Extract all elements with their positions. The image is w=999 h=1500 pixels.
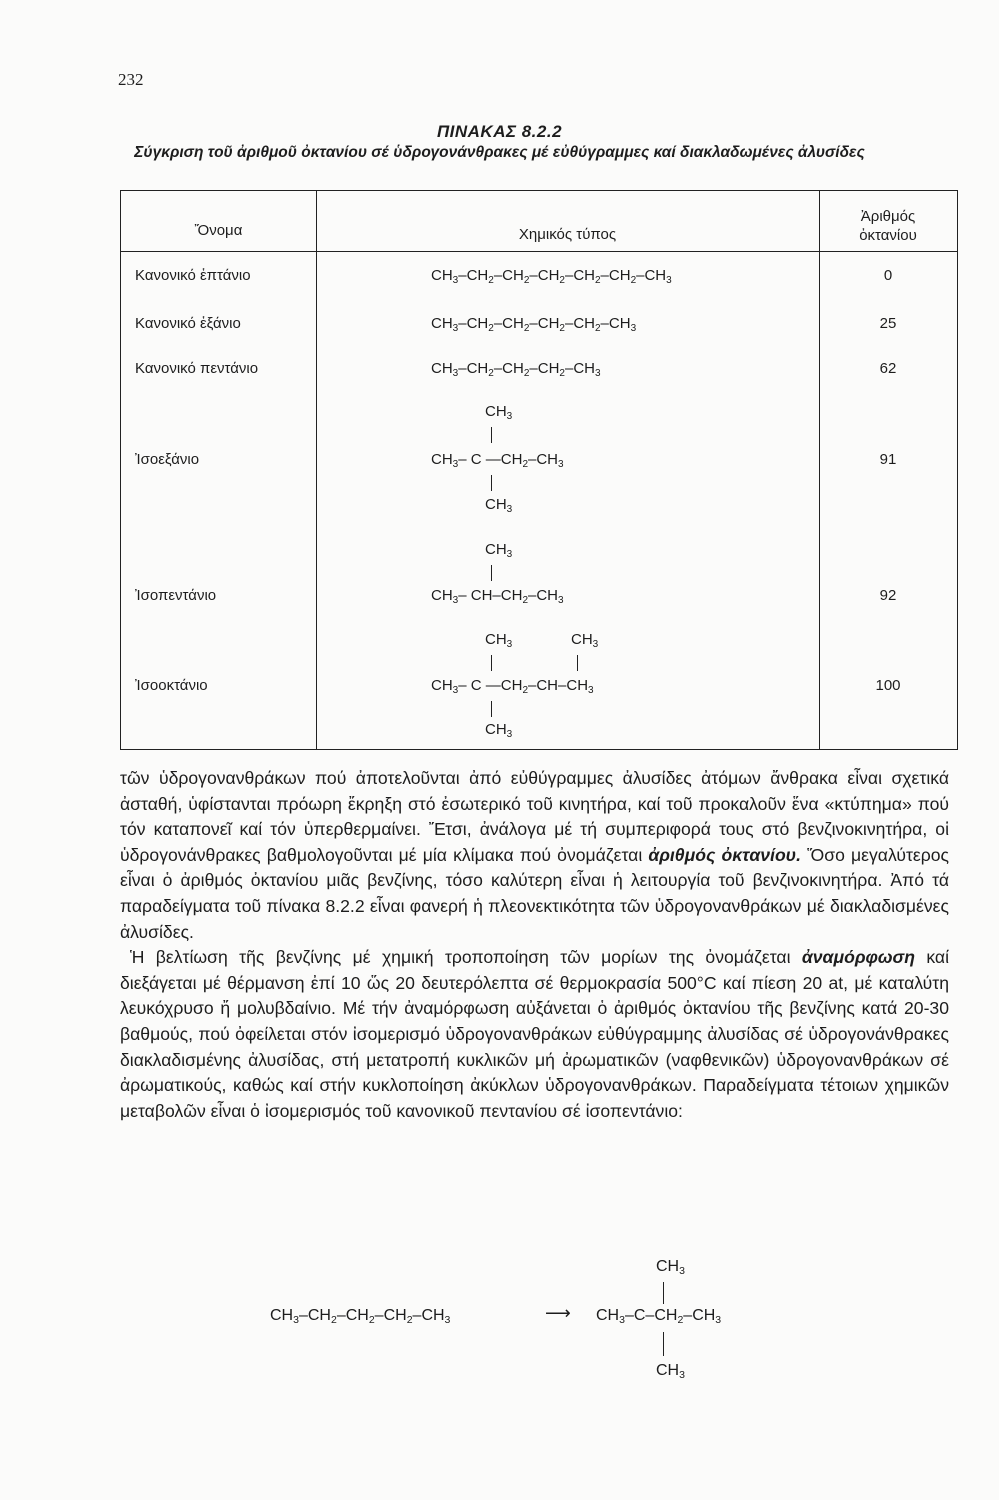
- row-octane: 25: [879, 315, 897, 332]
- formula-top-methyl: $CH_3$: [485, 631, 513, 650]
- row-octane: 91: [879, 451, 897, 468]
- formula-heptane: $CH_3-CH_2-CH_2-CH_2-CH_2-CH_2-CH_3$: [431, 267, 672, 286]
- row-octane: 92: [879, 587, 897, 604]
- bond-line: [491, 701, 492, 717]
- paragraph-octane-number: τῶν ὑδρογονανθράκων πού ἀποτελοῦνται ἀπό εὐθύγραμμες ἀλυσίδες ἀτόμων ἄνθρακα εἶναι σχετικά ἀσταθή, ὑφίστανται πρόωρη ἔκρηξη στό ἐσωτερικό τοῦ κινητήρα, καί τοῦ προκαλοῦν ἕνα «κτύπημα» πού τόν καταπονεῖ καί τόν ὑπερθερμαίνει. Ἔτσι, ἀνάλογα μέ τή συμπεριφορά τους στό βενζινοκινητήρα, οἱ ὑδρογονάνθρακες βαθμολογοῦνται μέ μία κλίμακα πού ὀνομάζεται ἀριθμός ὀκτανίου. Ὅσο μεγαλύτερος εἶναι ὁ ἀριθμός ὀκτανίου μιᾶς βενζίνης, τόσο καλύτερη εἶναι ἡ λειτουργία τοῦ βενζινοκινητήρα. Ἀπό τά παραδείγματα τοῦ πίνακα 8.2.2 εἶναι φανερή ἡ πλεονεκτικότητα τῶν ὑδρογονανθράκων μέ διακλαδισμένες ἀλυσίδες.: [120, 768, 950, 942]
- formula-main-chain: $CH_3-$ C $—CH_2-CH_3$: [431, 451, 564, 470]
- formula-hexane: $CH_3-CH_2-CH_2-CH_2-CH_2-CH_3$: [431, 315, 637, 334]
- octane-table: [120, 190, 958, 750]
- formula-main-chain: $CH_3-$ $CH-CH_2-CH_3$: [431, 587, 564, 606]
- reactant-pentane: $CH_3-CH_2-CH_2-CH_2-CH_3$: [270, 1307, 451, 1326]
- column-divider: [316, 191, 317, 749]
- formula-bottom-methyl: $CH_3$: [485, 496, 513, 515]
- row-name: Ἰσοεξάνιο: [135, 451, 200, 468]
- formula-pentane: $CH_3-CH_2-CH_2-CH_2-CH_3$: [431, 360, 601, 379]
- body-text: [120, 766, 949, 1124]
- bond-line: [491, 655, 492, 671]
- bond-line: [491, 565, 492, 581]
- row-name: Ἰσοπεντάνιο: [135, 587, 217, 604]
- row-name: Κανονικό ἑξάνιο: [135, 315, 241, 332]
- table-caption: Σύγκριση τοῦ ἀριθμοῦ ὀκτανίου σέ ὑδρογονάνθρακες μέ εὐθύγραμμες καί διακλαδωμένες ἀλυσίδες: [134, 144, 865, 161]
- bond-line: [491, 427, 492, 443]
- product-isopentane: $CH_3-C-CH_2-CH_3$: [596, 1307, 722, 1326]
- row-name: Ἰσοοκτάνιο: [135, 677, 208, 694]
- formula-main-chain: $CH_3-$ C $—CH_2-CH-CH_3$: [431, 677, 594, 696]
- header-octane: [819, 207, 957, 245]
- product-top-methyl: $CH_3$: [656, 1258, 685, 1277]
- reaction-arrow: ⟶: [545, 1303, 571, 1323]
- term-octane-number: ἀριθμός ὀκτανίου.: [648, 844, 801, 865]
- table-label: ΠΙΝΑΚΑΣ 8.2.2: [436, 122, 563, 141]
- product-bottom-methyl: $CH_3$: [656, 1362, 685, 1381]
- formula-top-methyl-2: $CH_3$: [571, 631, 599, 650]
- header-name: Ὄνομα: [194, 222, 243, 239]
- bond-line: [577, 655, 578, 671]
- formula-top-methyl: $CH_3$: [485, 403, 513, 422]
- formula-bottom-methyl: $CH_3$: [485, 721, 513, 740]
- page-number: 232: [118, 70, 144, 89]
- row-octane: 62: [879, 360, 897, 377]
- header-formula: Χημικός τύπος: [518, 226, 617, 243]
- term-reforming: ἀναμόρφωση: [801, 947, 915, 968]
- row-octane: 0: [883, 267, 893, 284]
- header-octane-line2: ὀκτανίου: [859, 227, 917, 244]
- paragraph-reforming: Ἡ βελτίωση τῆς βενζίνης μέ χημική τροποποίηση τῶν μορίων της ὀνομάζεται ἀναμόρφωση καί διεξάγεται μέ θέρμανση ἐπί 10 ὥς 20 δευτερόλεπτα σέ θερμοκρασία 500°C καί πίεση 20 at, μέ καταλύτη λευκόχρυσο ἤ μολυβδαίνιο. Μέ τήν ἀναμόρφωση αὐξάνεται ὁ ἀριθμός ὀκτανίου τῆς βενζίνης κατά 20-30 βαθμούς, πού ὀφείλεται στόν ἰσομερισμό ὑδρογονανθράκων εὐθύγραμμης ἀλυσίδας σέ ὑδρογονάνθρακες διακλαδισμένης ἀλυσίδας, στή μετατροπή κυκλικῶν μή ἀρωματικῶν (ναφθενικῶν) ὑδρογονανθράκων σέ ἀρωματικούς, καθώς καί στήν κυκλοποίηση ἀκύκλων ὑδρογονανθράκων. Παραδείγματα τέτοιων χημικῶν μεταβολῶν εἶναι ὁ ἰσομερισμός τοῦ κανονικοῦ πεντανίου σέ ἰσοπεντάνιο:: [120, 947, 950, 1121]
- row-name: Κανονικό πεντάνιο: [135, 360, 259, 377]
- row-name: Κανονικό ἑπτάνιο: [135, 267, 251, 284]
- bond-line: [663, 1332, 664, 1356]
- bond-line: [663, 1282, 664, 1304]
- header-divider: [121, 251, 957, 252]
- header-octane-line1: Ἀριθμός: [860, 208, 916, 225]
- bond-line: [491, 475, 492, 491]
- row-octane: 100: [875, 677, 901, 694]
- formula-top-methyl: $CH_3$: [485, 541, 513, 560]
